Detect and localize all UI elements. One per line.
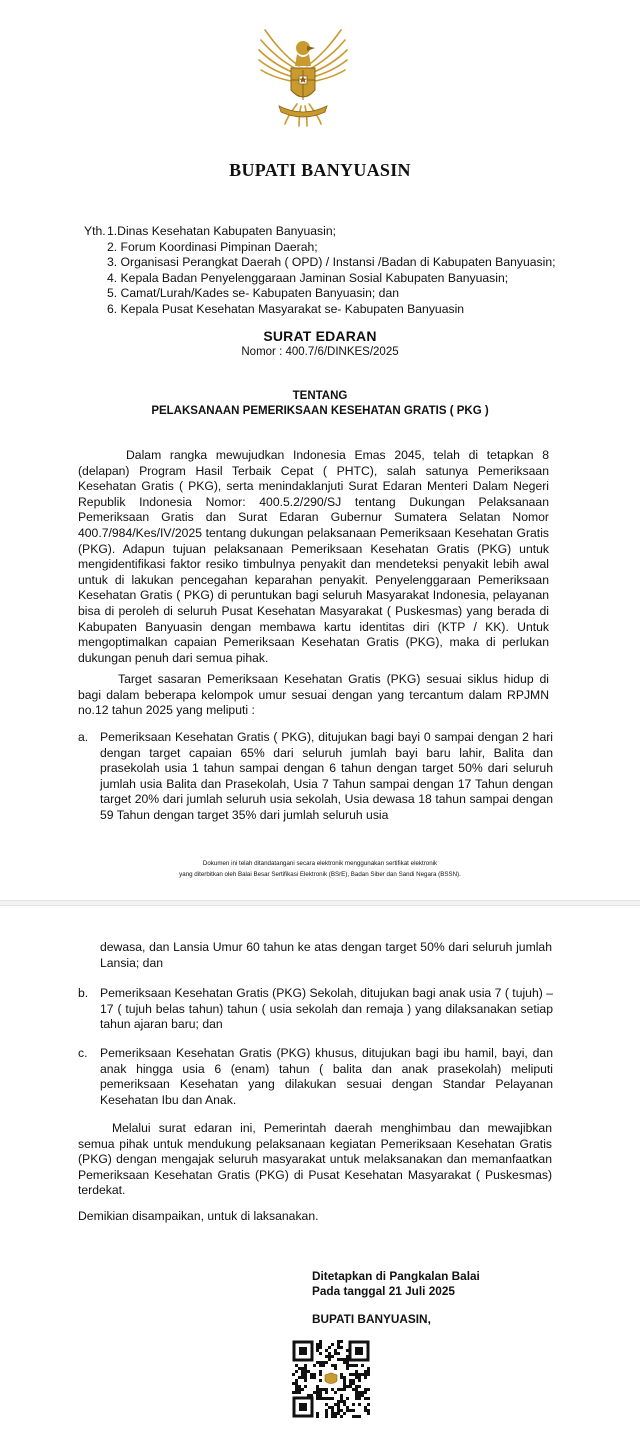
list-marker: b.: [78, 986, 89, 1000]
document-page-2: [0, 906, 640, 1433]
signature-place: Ditetapkan di Pangkalan Balai: [312, 1269, 480, 1283]
recipient-item: 2. Forum Koordinasi Pimpinan Daerah;: [107, 239, 318, 254]
header-title: BUPATI BANYUASIN: [229, 160, 411, 180]
list-marker: c.: [78, 1046, 88, 1060]
qr-code-icon: [292, 1340, 370, 1418]
list-marker: a.: [78, 730, 89, 744]
body-paragraph-2: Target sasaran Pemeriksaan Kesehatan Gratis (PKG) sesuai siklus hidup di bagi dalam beberapa kelompok umur sesuai dengan yang tercantum dalam RPJMN no.12 tahun 2025 yang meliputi :: [78, 672, 549, 718]
list-item-b: [78, 986, 553, 1033]
recipient-item: Yth.1.Dinas Kesehatan Kabupaten Banyuasin;: [84, 224, 337, 238]
letter-subject: PELAKSANAAN PEMERIKSAAN KESEHATAN GRATIS ( PKG ): [151, 405, 489, 417]
letter-number: Nomor : 400.7/6/DINKES/2025: [241, 346, 399, 358]
body-paragraph-3: Melalui surat edaran ini, Pemerintah daerah menghimbau dan mewajibkan semua pihak untuk mendukung pelaksanaan kegiatan Pemeriksaan Kesehatan Gratis (PKG) dengan mengajak seluruh masyarakat untuk melaksanakan dan memanfaatkan Pemeriksaan Kesehatan Gratis (PKG) di Pusat Kesehatan Masyarakat ( Puskesmas) terdekat.: [78, 1121, 552, 1198]
signature-date: Pada tanggal 21 Juli 2025: [312, 1284, 455, 1298]
recipient-list: [84, 224, 556, 318]
e-signature-note: [0, 858, 640, 880]
letter-title: SURAT EDARAN: [263, 328, 377, 344]
recipient-item: 4. Kepala Badan Penyelenggaraan Jaminan Sosial Kabupaten Banyuasin;: [107, 270, 509, 285]
list-item-c: [78, 1046, 553, 1108]
list-item-a-continued: dewasa, dan Lansia Umur 60 tahun ke atas dengan target 50% dari seluruh jumlah Lansia; dan: [100, 940, 552, 970]
body-paragraph-1: Dalam rangka mewujudkan Indonesia Emas 2045, telah di tetapkan 8 (delapan) Program Hasil Terbaik Cepat ( PHTC), salah satunya Pemeriksaan Kesehatan Gratis ( PKG), serta menindaklanjuti Surat Edaran Menteri Dalam Negeri Republik Indonesia Nomor: 400.5.2/290/SJ tentang Dukungan Pelaksanaan Pemeriksaan Gratis dan Surat Edaran Gubernur Sumatera Selatan Nomor 400.7/984/Kes/IV/2025 tentang dukungan pelaksanaan Pemeriksaan Kesehatan Gratis (PKG). Adapun tujuan pelaksanaan Pemeriksaan Kesehatan Gratis (PKG) untuk mengidentifikasi faktor resiko timbulnya penyakit dan mendeteksi penyakit lebih awal untuk di lakukan pencegahan keparahan penyakit. Penyelenggaraan Pemeriksaan Kesehatan Gratis ( PKG) di peruntukan bagi seluruh Masyarakat Indonesia, pelayanan bisa di peroleh di seluruh Pusat Kesehatan Masyarakat ( Puskesmas) yang berada di Kabupaten Banyuasin dengan membawa kartu identitas diri (KTP / KK). Untuk mengoptimalkan capaian Pemeriksaan Kesehatan Gratis (PKG), maka di perlukan dukungan penuh dari semua pihak.: [78, 448, 549, 665]
signature-place-date: [312, 1269, 480, 1299]
letter-about-label: TENTANG: [292, 390, 348, 402]
list-item-b-text: Pemeriksaan Kesehatan Gratis (PKG) Sekolah, ditujukan bagi anak usia 7 ( tujuh) – 17 ( tujuh belas tahun) tahun ( usia sekolah dan remaja ) yang dilaksanakan setiap tahun ajaran baru; dan: [100, 986, 553, 1032]
list-item-c-text: Pemeriksaan Kesehatan Gratis (PKG) khusus, ditujukan bagi ibu hamil, bayi, dan anak hingga usia 6 (enam) tahun ( balita dan anak prasekolah) meliputi pemeriksaan Kesehatan yang dilakukan sesuai dengan Standar Pelayanan Kesehatan Ibu dan Anak.: [100, 1046, 553, 1107]
list-item-a-text: Pemeriksaan Kesehatan Gratis ( PKG), ditujukan bagi bayi 0 sampai dengan 2 hari dengan target capaian 65% dari seluruh jumlah bayi baru lahir, Balita dan prasekolah usia 1 tahun sampai dengan 6 tahun dengan target 50% dari seluruh jumlah usia Balita dan Prasekolah, Usia 7 Tahun sampai dengan 17 Tahun dengan target 20% dari jumlah seluruh usia sekolah, Usia dewasa 18 tahun sampai dengan 59 Tahun dengan target 35% dari jumlah seluruh usia: [100, 730, 553, 822]
e-signature-note-line-2: yang diterbitkan oleh Balai Besar Sertifikasi Elektronik (BSrE), Badan Siber dan Sandi Negara (BSSN).: [179, 871, 461, 878]
closing-statement: Demikian disampaikan, untuk di laksanakan.: [78, 1209, 319, 1223]
list-item-a: [78, 730, 553, 824]
recipient-item: 5. Camat/Lurah/Kades se- Kabupaten Banyuasin; dan: [107, 286, 400, 301]
recipient-item: 6. Kepala Pusat Kesehatan Masyarakat se- Kabupaten Banyuasin: [107, 301, 465, 316]
e-signature-note-line-1: Dokumen ini telah ditandatangani secara elektronik menggunakan sertifikat elektronik: [202, 860, 438, 867]
recipient-item: 3. Organisasi Perangkat Daerah ( OPD) / Instansi /Badan di Kabupaten Banyuasin;: [107, 255, 556, 270]
salutation: Yth.: [84, 224, 106, 238]
signature-signer: BUPATI BANYUASIN,: [312, 1312, 431, 1326]
garuda-emblem-icon: [255, 26, 351, 130]
